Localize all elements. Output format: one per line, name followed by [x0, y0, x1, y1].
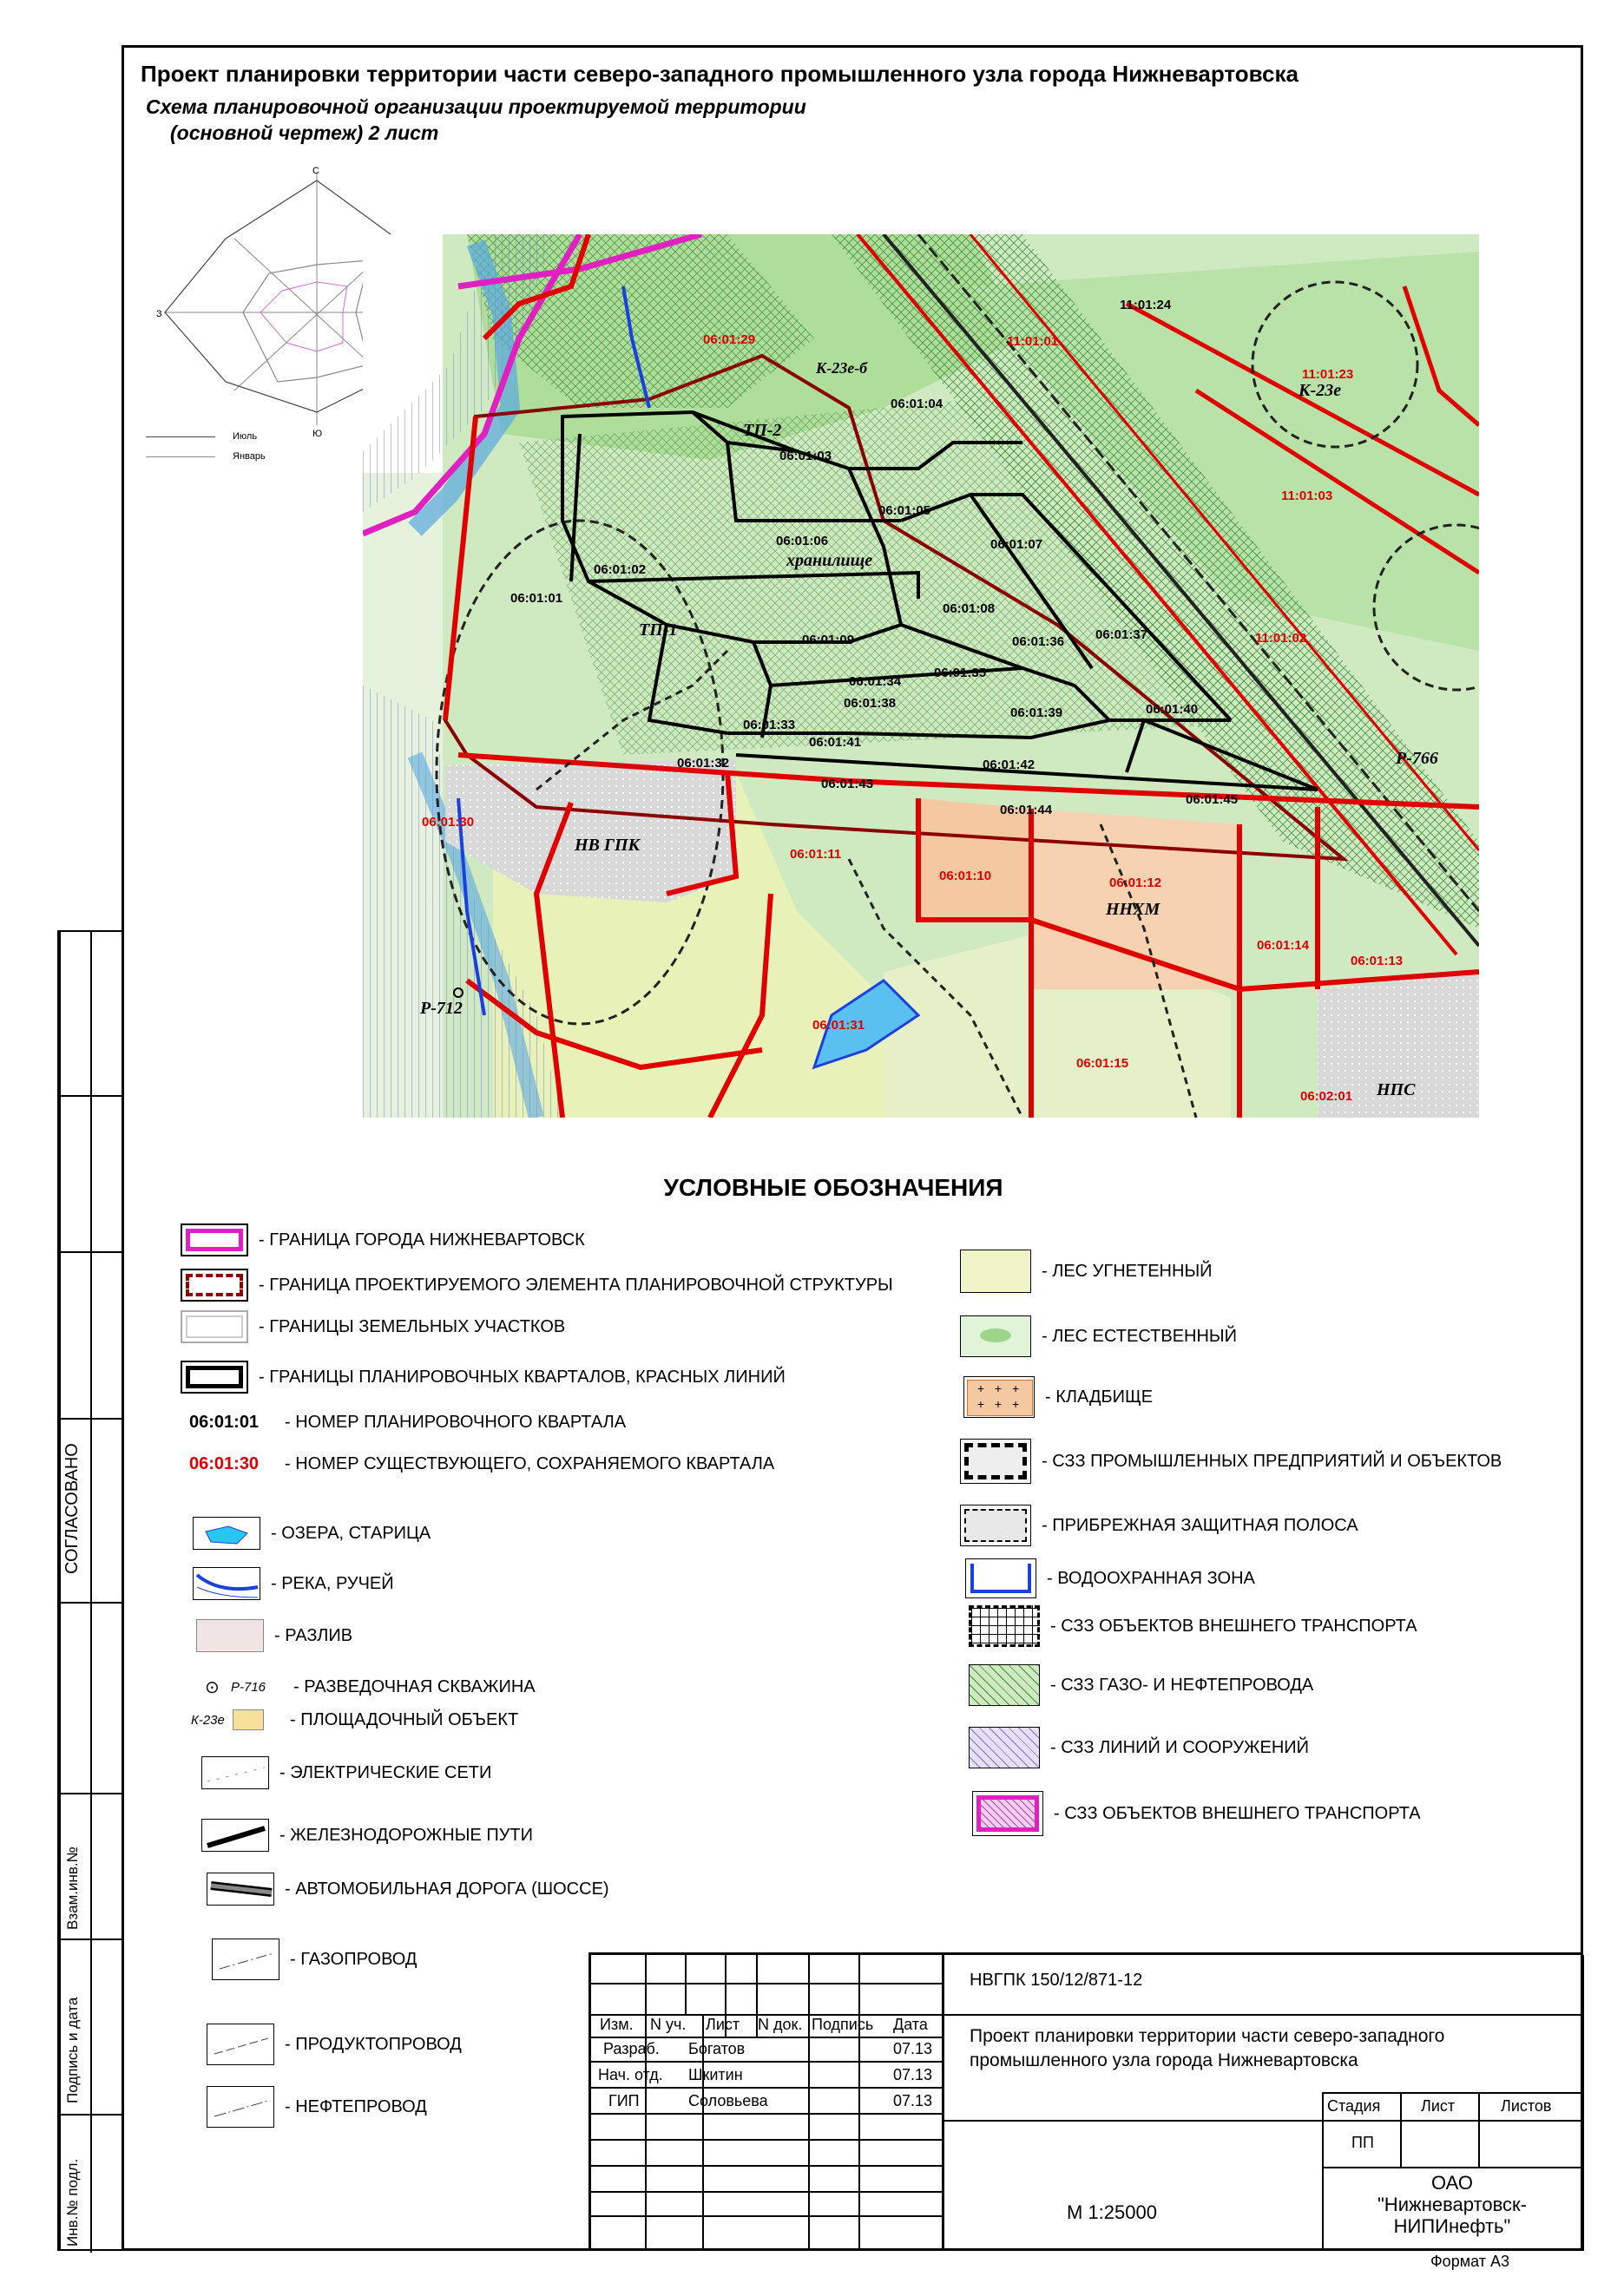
existing-06-01-14: 06:01:14 — [1257, 938, 1310, 953]
stage-header: Стадия — [1327, 2097, 1381, 2115]
name-bogatov: Богатов — [688, 2040, 746, 2057]
legend-river: - РЕКА, РУЧЕЙ — [193, 1567, 394, 1600]
quarter-06-01-09: 06:01:09 — [802, 633, 855, 647]
doc-code: НВГПК 150/12/871-12 — [970, 1971, 1143, 1990]
quarter-06-01-37: 06:01:37 — [1095, 627, 1148, 642]
stage-value: ПП — [1351, 2134, 1374, 2151]
object-k23e-b: К-23е-б — [816, 359, 868, 377]
wind-west: З — [156, 309, 162, 319]
quarter-06-01-34: 06:01:34 — [849, 674, 902, 689]
legend-external-transport-szz: - СЗЗ ОБЪЕКТОВ ВНЕШНЕГО ТРАНСПОРТА — [972, 1791, 1421, 1836]
existing-11-01-01: 11:01:01 — [1007, 334, 1059, 349]
company — [1322, 2172, 1582, 2237]
object-nnhm: ННХМ — [1106, 900, 1160, 919]
quarter-06-01-38: 06:01:38 — [844, 696, 897, 711]
quarter-06-01-02: 06:01:02 — [594, 562, 647, 577]
existing-06-01-30: 06:01:30 — [422, 815, 475, 830]
quarter-06-01-35: 06:01:35 — [934, 666, 987, 680]
subtitle-line-1: Схема планировочной организации проектируемой территории — [146, 95, 806, 118]
legend-oil-pipeline: - НЕФТЕПРОВОД — [207, 2086, 427, 2128]
legend-gas-pipeline: - ГАЗОПРОВОД — [212, 1938, 417, 1980]
quarter-06-01-03: 06:01:03 — [779, 449, 832, 463]
drawing-title: Проект планировки территории части северо-западного промышленного узла города Нижневартовска — [141, 61, 1299, 87]
quarter-06-01-33: 06:01:33 — [743, 718, 796, 732]
hdr-data: Дата — [893, 2016, 928, 2033]
existing-06-01-13: 06:01:13 — [1351, 954, 1404, 968]
hdr-list: Лист — [706, 2016, 740, 2033]
planning-map — [363, 234, 1479, 1118]
hdr-izm: Изм. — [600, 2016, 634, 2033]
existing-06-01-12: 06:01:12 — [1109, 876, 1162, 890]
legend-quarter-borders: - ГРАНИЦЫ ПЛАНИРОВОЧНЫХ КВАРТАЛОВ, КРАСНЫХ ЛИНИЙ — [181, 1361, 786, 1394]
legend-highway: - АВТОМОБИЛЬНАЯ ДОРОГА (ШОССЕ) — [207, 1873, 609, 1906]
legend-site-object: К-23е - ПЛОЩАДОЧНЫЙ ОБЪЕКТ — [191, 1709, 519, 1729]
object-k23e: К-23е — [1299, 381, 1342, 400]
wind-south: Ю — [312, 429, 323, 439]
quarter-06-01-06: 06:01:06 — [776, 534, 829, 548]
legend-lines-szz: - СЗЗ ЛИНИЙ И СООРУЖЕНИЙ — [969, 1727, 1309, 1768]
hdr-nuch: N уч. — [650, 2016, 687, 2033]
existing-06-01-29: 06:01:29 — [703, 332, 756, 347]
date-1: 07.13 — [893, 2040, 933, 2057]
legend-suppressed-forest: - ЛЕС УГНЕТЕННЫЙ — [960, 1250, 1213, 1293]
object-tp2: ТП-2 — [743, 421, 782, 440]
quarter-06-01-41: 06:01:41 — [809, 735, 862, 750]
wind-legend-july: Июль — [146, 431, 257, 442]
approval-sidebar — [57, 930, 122, 2251]
legend-city-border: - ГРАНИЦА ГОРОДА НИЖНЕВАРТОВСК — [181, 1223, 585, 1256]
existing-06-02-01: 06:02:01 — [1300, 1089, 1353, 1104]
existing-06-01-31: 06:01:31 — [812, 1018, 865, 1033]
legend-product-pipeline: - ПРОДУКТОПРОВОД — [207, 2024, 462, 2065]
quarter-06-01-04: 06:01:04 — [891, 397, 943, 411]
existing-11-01-23: 11:01:23 — [1302, 367, 1354, 382]
existing-06-01-11: 06:01:11 — [790, 847, 842, 862]
format-label: Формат А3 — [1430, 2253, 1509, 2270]
quarter-06-01-45: 06:01:45 — [1186, 792, 1239, 807]
legend-title: УСЛОВНЫЕ ОБОЗНАЧЕНИЯ — [663, 1174, 1003, 1201]
object-nps: НПС — [1377, 1080, 1416, 1099]
role-gip: ГИП — [608, 2092, 640, 2109]
object-storage: хранилище — [786, 551, 873, 570]
name-shkitin: Шкитин — [688, 2066, 743, 2083]
legend-coastal-strip: - ПРИБРЕЖНАЯ ЗАЩИТНАЯ ПОЛОСА — [960, 1505, 1358, 1546]
company-line-1: ОАО — [1431, 2172, 1473, 2194]
quarter-06-01-01: 06:01:01 — [510, 591, 563, 606]
legend-well: ⊙ Р-716 - РАЗВЕДОЧНАЯ СКВАЖИНА — [205, 1677, 536, 1697]
object-tp1: ТП-1 — [639, 620, 678, 640]
quarter-06-01-39: 06:01:39 — [1010, 705, 1063, 720]
quarter-06-01-44: 06:01:44 — [1000, 803, 1053, 817]
legend-existing-quarter-number: 06:01:30 - НОМЕР СУЩЕСТВУЮЩЕГО, СОХРАНЯЕМОГО КВАРТАЛА — [189, 1454, 775, 1473]
existing-11-01-24: 11:01:24 — [1120, 298, 1172, 312]
legend-gas-oil-szz: - СЗЗ ГАЗО- И НЕФТЕПРОВОДА — [969, 1664, 1313, 1706]
role-nach-otd: Нач. отд. — [598, 2066, 663, 2083]
quarter-06-01-08: 06:01:08 — [943, 601, 996, 616]
legend-water-protection: - ВОДООХРАННАЯ ЗОНА — [965, 1558, 1255, 1598]
legend-flood: - РАЗЛИВ — [196, 1619, 352, 1652]
sidebar-sign-date: Подпись и дата — [64, 1997, 81, 2103]
existing-06-01-15: 06:01:15 — [1076, 1056, 1129, 1071]
drawing-subtitle — [146, 94, 806, 146]
quarter-06-01-40: 06:01:40 — [1146, 702, 1199, 717]
sidebar-inv-podl: Инв.№ подл. — [64, 2158, 81, 2247]
hdr-podpis: Подпись — [812, 2016, 874, 2033]
object-r766: Р-766 — [1396, 749, 1438, 768]
quarter-06-01-32: 06:01:32 — [677, 756, 730, 771]
legend-railway: - ЖЕЛЕЗНОДОРОЖНЫЕ ПУТИ — [201, 1819, 533, 1852]
quarter-06-01-05: 06:01:05 — [878, 503, 931, 518]
subtitle-line-2: (основной чертеж) 2 лист — [170, 121, 439, 144]
existing-11-01-03: 11:01:03 — [1281, 489, 1333, 503]
role-razrab: Разраб. — [603, 2040, 660, 2057]
legend-quarter-number: 06:01:01 - НОМЕР ПЛАНИРОВОЧНОГО КВАРТАЛА — [189, 1413, 627, 1432]
sheets-header: Листов — [1501, 2097, 1552, 2115]
title-block — [588, 1952, 1583, 2251]
legend-industrial-szz: - СЗЗ ПРОМЫШЛЕННЫХ ПРЕДПРИЯТИЙ И ОБЪЕКТОВ — [960, 1439, 1502, 1484]
legend-transport-szz: - СЗЗ ОБЪЕКТОВ ВНЕШНЕГО ТРАНСПОРТА — [969, 1605, 1417, 1647]
wind-north: С — [312, 166, 319, 176]
wind-legend-january: Январь — [146, 451, 266, 462]
quarter-06-01-07: 06:01:07 — [990, 537, 1043, 552]
legend-power-lines: - ЭЛЕКТРИЧЕСКИЕ СЕТИ — [201, 1756, 491, 1789]
company-line-2: "Нижневартовск- — [1377, 2194, 1527, 2215]
hdr-ndok: N док. — [758, 2016, 803, 2033]
scale: М 1:25000 — [1067, 2201, 1157, 2223]
sidebar-agreed: СОГЛАСОВАНО — [62, 1443, 82, 1574]
name-solovieva: Соловьева — [688, 2092, 768, 2109]
quarter-06-01-42: 06:01:42 — [983, 758, 1036, 772]
legend-natural-forest: - ЛЕС ЕСТЕСТВЕННЫЙ — [960, 1315, 1237, 1357]
company-line-3: НИПИнефть" — [1393, 2215, 1511, 2237]
sidebar-vzam: Взам.инв.№ — [64, 1847, 81, 1930]
date-3: 07.13 — [893, 2092, 933, 2109]
object-r712: Р-712 — [420, 999, 463, 1018]
project-name: Проект планировки территории части северо-западного промышленного узла города Нижневартовска — [970, 2026, 1445, 2070]
legend-project-border: - ГРАНИЦА ПРОЕКТИРУЕМОГО ЭЛЕМЕНТА ПЛАНИРОВОЧНОЙ СТРУКТУРЫ — [181, 1269, 893, 1302]
existing-11-01-02: 11:01:02 — [1255, 631, 1307, 646]
sheet-header: Лист — [1421, 2097, 1456, 2115]
quarter-06-01-36: 06:01:36 — [1012, 634, 1065, 649]
legend-lakes: - ОЗЕРА, СТАРИЦА — [193, 1517, 431, 1550]
date-2: 07.13 — [893, 2066, 933, 2083]
quarter-06-01-43: 06:01:43 — [821, 777, 874, 791]
existing-06-01-10: 06:01:10 — [939, 869, 992, 883]
legend-cemetery: + + + + + + - КЛАДБИЩЕ — [963, 1376, 1153, 1418]
legend-land-plots: - ГРАНИЦЫ ЗЕМЕЛЬНЫХ УЧАСТКОВ — [181, 1310, 565, 1343]
object-nvgpk: НВ ГПК — [575, 836, 641, 855]
